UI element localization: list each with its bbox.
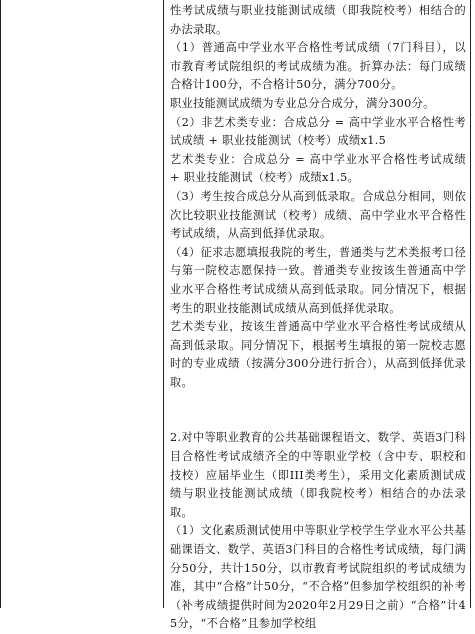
paragraph-section-2: 2.对中等职业教育的公共基础课程语文、数学、英语3门科目合格性考试成绩齐全的中等职业学校（含中专、职校和技校）应届毕业生（即III类考生），采用文化素质测试成绩与职业技能测试成绩（即我院校考）相结合的办法录取。: [170, 431, 466, 519]
paragraph-rule-4: （4）征求志愿填报我院的考生，普通类与艺术类报考口径与第一院校志愿保持一致。普通类专业按该生普通高中学业水平合格性考试成绩从高到低录取。同分情况下，根据考生的职业技能测试成绩从高到低择优录取。: [170, 245, 466, 315]
paragraph-rule-2-art: 艺术类专业：合成总分 = 高中学业水平合格性考试成绩 + 职业技能测试（校考）成绩x1.5。: [170, 152, 466, 185]
paragraph-intro-continuation: 性考试成绩与职业技能测试成绩（即我院校考）相结合的办法录取。: [170, 4, 466, 36]
paragraph-rule-3: （3）考生按合成总分从高到低录取。合成总分相同，则依次比较职业技能测试（校考）成绩、高中学业水平合格性考试成绩，从高到低择优录取。: [170, 189, 466, 241]
paragraph-rule-1: （1）普通高中学业水平合格性考试成绩（7门科目），以市教育考试院组织的考试成绩为准。折算办法：每门成绩合格计100分，不合格计50分，满分700分。: [170, 41, 466, 92]
admission-rules-text: [170, 2, 466, 634]
table-left-column: [0, 0, 164, 608]
paragraph-spacer: [170, 392, 466, 429]
table-right-border: [470, 0, 471, 608]
paragraph-skill-test-score: 职业技能测试成绩为专业总分合成分，满分300分。: [170, 96, 435, 110]
paragraph-rule-2-non-art: （2）非艺术类专业：合成总分 = 高中学业水平合格性考试成绩 + 职业技能测试（校考）成绩x1.5: [170, 115, 466, 148]
paragraph-rule-4-art: 艺术类专业，按该生普通高中学业水平合格性考试成绩从高到低录取。同分情况下，根据考生填报的第一院校志愿时的专业成绩（按满分300分进行折合），从高到低择优录取。: [170, 320, 466, 389]
paragraph-section-2-rule-1: （1）文化素质测试使用中等职业学校学生学业水平公共基础课语文、数学、英语3门科目的合格性考试成绩，每门满分50分，共计150分，以市教育考试院组织的考试成绩为准，其中“合格”计50分，“不合格”但参加学校组织的补考（补考成绩提供时间为2020年2月29日之前）“合格”计45分，“不合格”且参加学校组: [170, 524, 466, 631]
